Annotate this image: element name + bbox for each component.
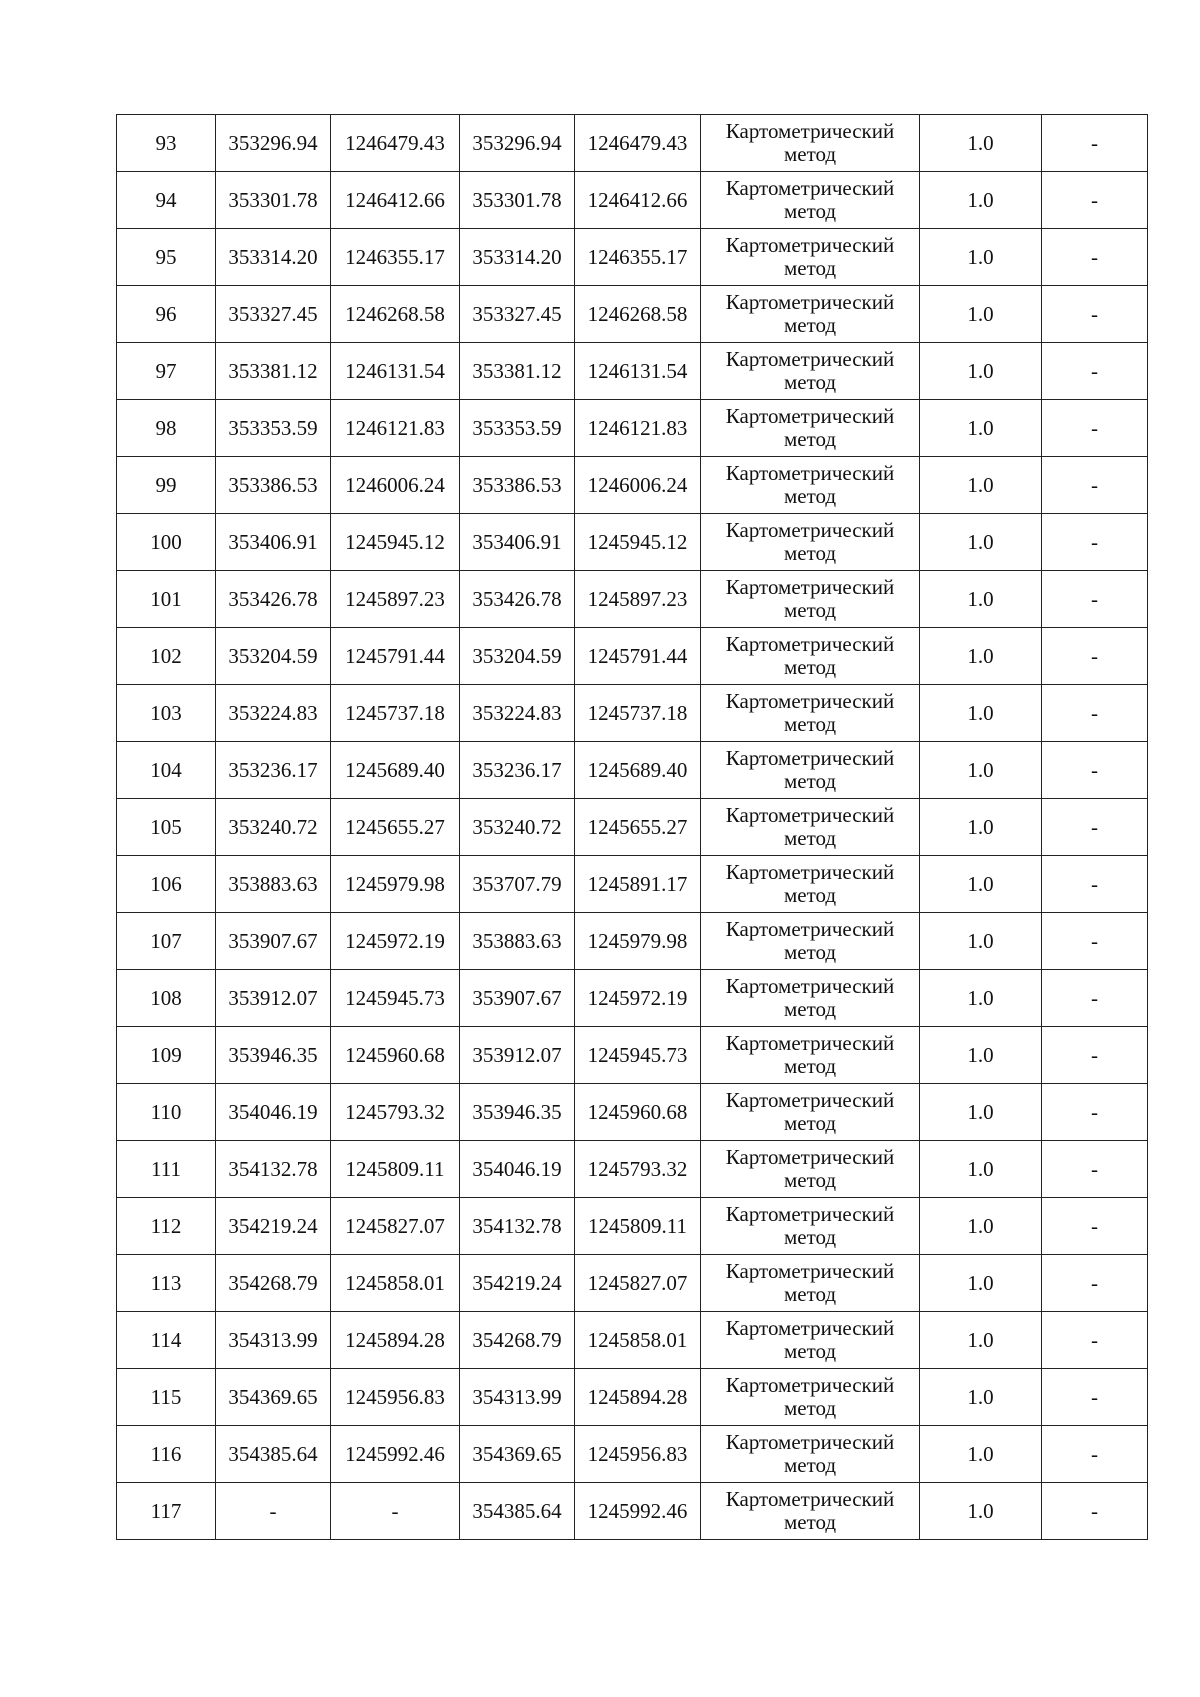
table-row [117,343,1148,400]
existing-x-cell: 353406.91 [216,514,331,571]
note-cell: - [1042,799,1148,856]
accuracy-cell: 1.0 [920,1141,1042,1198]
existing-x-cell: 353426.78 [216,571,331,628]
refined-y-cell: 1245960.68 [575,1084,701,1141]
refined-x-cell: 353386.53 [460,457,575,514]
refined-y-cell: 1245891.17 [575,856,701,913]
method-label-line2: метод [783,199,837,223]
table-row [117,571,1148,628]
table-row [117,115,1148,172]
existing-y-cell: 1245956.83 [331,1369,460,1426]
refined-y-cell: 1245858.01 [575,1312,701,1369]
note-cell: - [1042,742,1148,799]
refined-x-cell: 353296.94 [460,115,575,172]
method-label-line1: Картометрический [725,1487,895,1511]
table-body [117,115,1148,1540]
existing-y-cell: 1246355.17 [331,229,460,286]
method-label-line1: Картометрический [725,1202,895,1226]
point-number-cell: 111 [117,1141,216,1198]
point-number-cell: 94 [117,172,216,229]
method-label-line2: метод [783,1225,837,1249]
existing-y-cell: 1245689.40 [331,742,460,799]
refined-y-cell: 1245827.07 [575,1255,701,1312]
method-cell [701,1198,920,1255]
refined-x-cell: 354268.79 [460,1312,575,1369]
refined-x-cell: 353381.12 [460,343,575,400]
method-cell [701,685,920,742]
table-row [117,1198,1148,1255]
existing-y-cell: 1245897.23 [331,571,460,628]
method-label-line2: метод [783,883,837,907]
point-number-cell: 99 [117,457,216,514]
existing-y-cell: 1245894.28 [331,1312,460,1369]
method-cell [701,457,920,514]
method-cell [701,1141,920,1198]
existing-y-cell: 1246131.54 [331,343,460,400]
refined-x-cell: 354369.65 [460,1426,575,1483]
note-cell: - [1042,286,1148,343]
refined-y-cell: 1245791.44 [575,628,701,685]
note-cell: - [1042,1483,1148,1540]
accuracy-cell: 1.0 [920,1198,1042,1255]
note-cell: - [1042,1255,1148,1312]
refined-y-cell: 1246412.66 [575,172,701,229]
existing-x-cell: 353236.17 [216,742,331,799]
method-label-line1: Картометрический [725,746,895,770]
refined-x-cell: 353883.63 [460,913,575,970]
existing-x-cell: 353381.12 [216,343,331,400]
accuracy-cell: 1.0 [920,1426,1042,1483]
table-row [117,742,1148,799]
accuracy-cell: 1.0 [920,343,1042,400]
method-label-line1: Картометрический [725,404,895,428]
refined-y-cell: 1245809.11 [575,1198,701,1255]
method-cell [701,1426,920,1483]
accuracy-cell: 1.0 [920,172,1042,229]
method-label-line1: Картометрический [725,1430,895,1454]
existing-x-cell: 353912.07 [216,970,331,1027]
method-cell [701,514,920,571]
existing-x-cell: 353296.94 [216,115,331,172]
method-cell [701,229,920,286]
point-number-cell: 110 [117,1084,216,1141]
refined-y-cell: 1245945.73 [575,1027,701,1084]
method-label-line2: метод [783,427,837,451]
table-row [117,628,1148,685]
refined-x-cell: 353912.07 [460,1027,575,1084]
method-label-line2: метод [783,1168,837,1192]
refined-y-cell: 1245894.28 [575,1369,701,1426]
refined-y-cell: 1246479.43 [575,115,701,172]
existing-y-cell: 1245827.07 [331,1198,460,1255]
method-label-line2: метод [783,1339,837,1363]
point-number-cell: 112 [117,1198,216,1255]
table-row [117,172,1148,229]
note-cell: - [1042,400,1148,457]
point-number-cell: 95 [117,229,216,286]
point-number-cell: 109 [117,1027,216,1084]
method-label-line2: метод [783,940,837,964]
existing-y-cell: 1246479.43 [331,115,460,172]
note-cell: - [1042,571,1148,628]
refined-y-cell: 1245992.46 [575,1483,701,1540]
method-label-line1: Картометрический [725,689,895,713]
accuracy-cell: 1.0 [920,856,1042,913]
method-label-line2: метод [783,1111,837,1135]
method-cell [701,571,920,628]
existing-x-cell: 353946.35 [216,1027,331,1084]
refined-y-cell: 1245793.32 [575,1141,701,1198]
refined-x-cell: 354385.64 [460,1483,575,1540]
refined-x-cell: 353406.91 [460,514,575,571]
method-cell [701,1369,920,1426]
method-label-line1: Картометрический [725,1088,895,1112]
refined-y-cell: 1246355.17 [575,229,701,286]
point-number-cell: 105 [117,799,216,856]
refined-y-cell: 1246121.83 [575,400,701,457]
point-number-cell: 115 [117,1369,216,1426]
method-cell [701,286,920,343]
note-cell: - [1042,229,1148,286]
method-cell [701,115,920,172]
refined-x-cell: 353224.83 [460,685,575,742]
point-number-cell: 108 [117,970,216,1027]
method-label-line2: метод [783,313,837,337]
accuracy-cell: 1.0 [920,1084,1042,1141]
refined-y-cell: 1245945.12 [575,514,701,571]
method-label-line1: Картометрический [725,290,895,314]
point-number-cell: 100 [117,514,216,571]
existing-y-cell: 1246412.66 [331,172,460,229]
refined-x-cell: 353327.45 [460,286,575,343]
method-cell [701,628,920,685]
existing-x-cell: 354132.78 [216,1141,331,1198]
table-row [117,1255,1148,1312]
method-label-line1: Картометрический [725,1316,895,1340]
method-label-line1: Картометрический [725,1145,895,1169]
point-number-cell: 103 [117,685,216,742]
method-label-line1: Картометрический [725,1259,895,1283]
existing-y-cell: 1245992.46 [331,1426,460,1483]
table-row [117,1483,1148,1540]
method-cell [701,1027,920,1084]
accuracy-cell: 1.0 [920,457,1042,514]
method-label-line2: метод [783,1453,837,1477]
method-label-line1: Картометрический [725,1031,895,1055]
accuracy-cell: 1.0 [920,1312,1042,1369]
refined-y-cell: 1245655.27 [575,799,701,856]
existing-x-cell: 354219.24 [216,1198,331,1255]
accuracy-cell: 1.0 [920,400,1042,457]
method-cell [701,400,920,457]
method-label-line1: Картометрический [725,461,895,485]
method-label-line1: Картометрический [725,233,895,257]
existing-y-cell: 1245972.19 [331,913,460,970]
existing-x-cell: 354313.99 [216,1312,331,1369]
refined-x-cell: 353236.17 [460,742,575,799]
accuracy-cell: 1.0 [920,1027,1042,1084]
existing-x-cell: 353883.63 [216,856,331,913]
method-label-line2: метод [783,769,837,793]
refined-y-cell: 1246268.58 [575,286,701,343]
existing-y-cell: 1246268.58 [331,286,460,343]
existing-y-cell: 1245979.98 [331,856,460,913]
note-cell: - [1042,685,1148,742]
accuracy-cell: 1.0 [920,628,1042,685]
accuracy-cell: 1.0 [920,1369,1042,1426]
existing-x-cell: 353204.59 [216,628,331,685]
table-row [117,286,1148,343]
method-label-line2: метод [783,142,837,166]
existing-x-cell: 354046.19 [216,1084,331,1141]
note-cell: - [1042,1312,1148,1369]
method-label-line2: метод [783,655,837,679]
note-cell: - [1042,343,1148,400]
refined-x-cell: 353426.78 [460,571,575,628]
note-cell: - [1042,1084,1148,1141]
existing-x-cell: 353907.67 [216,913,331,970]
refined-x-cell: 353204.59 [460,628,575,685]
accuracy-cell: 1.0 [920,514,1042,571]
table-row [117,913,1148,970]
table-row [117,1141,1148,1198]
existing-x-cell: 354268.79 [216,1255,331,1312]
method-cell [701,913,920,970]
table-row [117,457,1148,514]
point-number-cell: 117 [117,1483,216,1540]
point-number-cell: 93 [117,115,216,172]
note-cell: - [1042,970,1148,1027]
method-cell [701,1084,920,1141]
note-cell: - [1042,514,1148,571]
refined-y-cell: 1245737.18 [575,685,701,742]
accuracy-cell: 1.0 [920,799,1042,856]
method-cell [701,172,920,229]
method-label-line1: Картометрический [725,518,895,542]
refined-x-cell: 354313.99 [460,1369,575,1426]
method-label-line2: метод [783,370,837,394]
method-label-line1: Картометрический [725,575,895,599]
coordinates-table [116,114,1148,1540]
refined-y-cell: 1246006.24 [575,457,701,514]
method-label-line2: метод [783,826,837,850]
refined-x-cell: 354046.19 [460,1141,575,1198]
refined-y-cell: 1245979.98 [575,913,701,970]
method-label-line2: метод [783,1510,837,1534]
accuracy-cell: 1.0 [920,913,1042,970]
method-cell [701,970,920,1027]
table-row [117,1084,1148,1141]
note-cell: - [1042,913,1148,970]
refined-x-cell: 353314.20 [460,229,575,286]
note-cell: - [1042,856,1148,913]
point-number-cell: 97 [117,343,216,400]
point-number-cell: 104 [117,742,216,799]
method-label-line2: метод [783,598,837,622]
existing-y-cell: 1246121.83 [331,400,460,457]
method-label-line2: метод [783,484,837,508]
method-label-line2: метод [783,712,837,736]
existing-y-cell: 1245791.44 [331,628,460,685]
existing-y-cell: 1246006.24 [331,457,460,514]
note-cell: - [1042,1369,1148,1426]
method-cell [701,343,920,400]
table-row [117,1369,1148,1426]
point-number-cell: 98 [117,400,216,457]
method-label-line2: метод [783,1282,837,1306]
method-label-line2: метод [783,541,837,565]
table-row [117,229,1148,286]
accuracy-cell: 1.0 [920,685,1042,742]
refined-y-cell: 1245972.19 [575,970,701,1027]
refined-x-cell: 354132.78 [460,1198,575,1255]
refined-y-cell: 1245897.23 [575,571,701,628]
accuracy-cell: 1.0 [920,970,1042,1027]
existing-x-cell: 353353.59 [216,400,331,457]
existing-y-cell: 1245960.68 [331,1027,460,1084]
point-number-cell: 114 [117,1312,216,1369]
method-label-line1: Картометрический [725,1373,895,1397]
accuracy-cell: 1.0 [920,1255,1042,1312]
existing-y-cell: 1245945.73 [331,970,460,1027]
method-label-line1: Картометрический [725,803,895,827]
refined-y-cell: 1245689.40 [575,742,701,799]
point-number-cell: 101 [117,571,216,628]
table-row [117,685,1148,742]
accuracy-cell: 1.0 [920,1483,1042,1540]
point-number-cell: 106 [117,856,216,913]
refined-x-cell: 353907.67 [460,970,575,1027]
method-cell [701,856,920,913]
note-cell: - [1042,628,1148,685]
accuracy-cell: 1.0 [920,286,1042,343]
refined-x-cell: 353946.35 [460,1084,575,1141]
table-row [117,1312,1148,1369]
method-cell [701,1255,920,1312]
existing-y-cell: 1245858.01 [331,1255,460,1312]
method-cell [701,742,920,799]
table-row [117,514,1148,571]
accuracy-cell: 1.0 [920,115,1042,172]
existing-x-cell: 354385.64 [216,1426,331,1483]
existing-y-cell: 1245655.27 [331,799,460,856]
existing-y-cell: 1245809.11 [331,1141,460,1198]
existing-x-cell: 354369.65 [216,1369,331,1426]
accuracy-cell: 1.0 [920,571,1042,628]
method-label-line1: Картометрический [725,632,895,656]
table-row [117,799,1148,856]
existing-y-cell: 1245945.12 [331,514,460,571]
note-cell: - [1042,115,1148,172]
existing-x-cell: - [216,1483,331,1540]
existing-x-cell: 353301.78 [216,172,331,229]
note-cell: - [1042,1027,1148,1084]
method-label-line1: Картометрический [725,119,895,143]
table-row [117,1027,1148,1084]
refined-y-cell: 1246131.54 [575,343,701,400]
method-cell [701,1483,920,1540]
table-row [117,970,1148,1027]
point-number-cell: 116 [117,1426,216,1483]
point-number-cell: 107 [117,913,216,970]
method-label-line1: Картометрический [725,860,895,884]
existing-x-cell: 353327.45 [216,286,331,343]
point-number-cell: 102 [117,628,216,685]
table-row [117,1426,1148,1483]
method-label-line1: Картометрический [725,176,895,200]
note-cell: - [1042,1426,1148,1483]
refined-x-cell: 354219.24 [460,1255,575,1312]
method-label-line1: Картометрический [725,347,895,371]
note-cell: - [1042,1141,1148,1198]
existing-y-cell: 1245793.32 [331,1084,460,1141]
method-label-line2: метод [783,256,837,280]
refined-x-cell: 353707.79 [460,856,575,913]
note-cell: - [1042,457,1148,514]
existing-x-cell: 353224.83 [216,685,331,742]
method-label-line2: метод [783,997,837,1021]
existing-y-cell: - [331,1483,460,1540]
method-label-line2: метод [783,1054,837,1078]
existing-x-cell: 353240.72 [216,799,331,856]
existing-y-cell: 1245737.18 [331,685,460,742]
refined-x-cell: 353240.72 [460,799,575,856]
existing-x-cell: 353314.20 [216,229,331,286]
refined-x-cell: 353301.78 [460,172,575,229]
table-row [117,400,1148,457]
point-number-cell: 113 [117,1255,216,1312]
refined-x-cell: 353353.59 [460,400,575,457]
accuracy-cell: 1.0 [920,229,1042,286]
point-number-cell: 96 [117,286,216,343]
table-row [117,856,1148,913]
method-label-line1: Картометрический [725,974,895,998]
method-label-line1: Картометрический [725,917,895,941]
accuracy-cell: 1.0 [920,742,1042,799]
refined-y-cell: 1245956.83 [575,1426,701,1483]
existing-x-cell: 353386.53 [216,457,331,514]
method-cell [701,799,920,856]
note-cell: - [1042,172,1148,229]
method-label-line2: метод [783,1396,837,1420]
method-cell [701,1312,920,1369]
note-cell: - [1042,1198,1148,1255]
